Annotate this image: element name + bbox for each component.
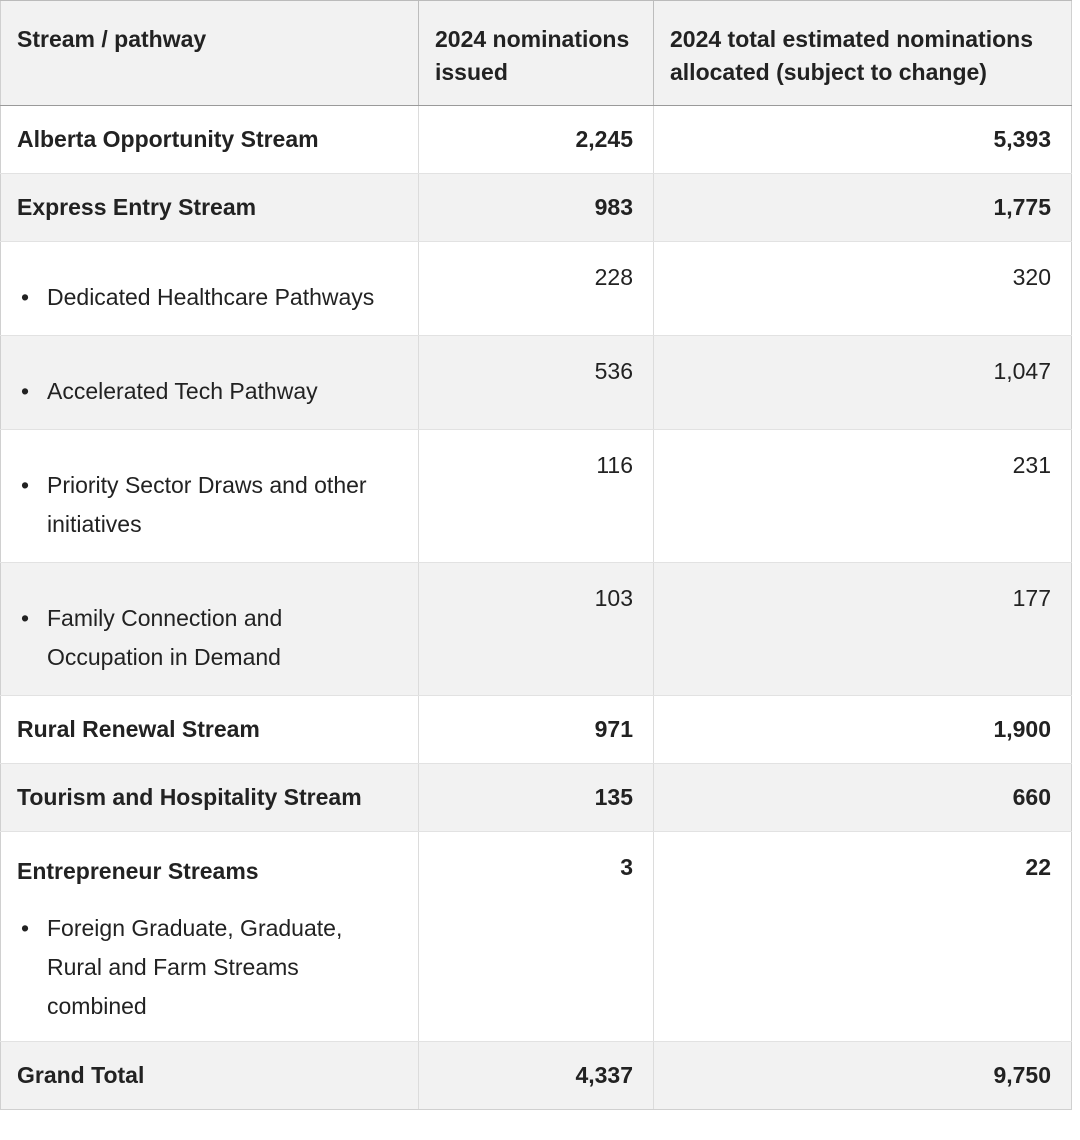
row-allocated: 320 [654, 242, 1072, 336]
row-allocated: 1,900 [654, 696, 1072, 764]
bullet-item [17, 466, 398, 544]
row-label: Tourism and Hospitality Stream [1, 764, 419, 832]
row-label: Accelerated Tech Pathway [47, 378, 318, 404]
row-label: Grand Total [1, 1042, 419, 1110]
row-allocated: 660 [654, 764, 1072, 832]
table-row-total [1, 1042, 1072, 1110]
table-row [1, 430, 1072, 563]
row-label-cell [1, 563, 419, 696]
row-issued: 228 [419, 242, 654, 336]
row-label: Family Connection and Occupation in Demand [47, 605, 283, 670]
table-row [1, 242, 1072, 336]
bullet-item [17, 909, 398, 1026]
table-row [1, 832, 1072, 1042]
table-row [1, 106, 1072, 174]
row-label-cell [1, 430, 419, 563]
row-issued: 971 [419, 696, 654, 764]
row-allocated: 22 [654, 832, 1072, 1042]
row-issued: 2,245 [419, 106, 654, 174]
row-allocated: 9,750 [654, 1042, 1072, 1110]
bullet-icon: • [21, 605, 30, 631]
table-header [1, 1, 1072, 106]
row-allocated: 1,775 [654, 174, 1072, 242]
row-allocated: 5,393 [654, 106, 1072, 174]
bullet-icon: • [21, 284, 30, 310]
table-row [1, 336, 1072, 430]
row-allocated: 1,047 [654, 336, 1072, 430]
table-row [1, 563, 1072, 696]
table-row [1, 764, 1072, 832]
bullet-item [17, 599, 398, 677]
row-issued: 3 [419, 832, 654, 1042]
row-label: Alberta Opportunity Stream [1, 106, 419, 174]
row-label: Priority Sector Draws and other initiatives [47, 472, 367, 537]
row-label: Entrepreneur Streams [17, 858, 259, 884]
bullet-item [17, 372, 398, 411]
row-label: Rural Renewal Stream [1, 696, 419, 764]
bullet-icon: • [21, 378, 30, 404]
header-stream-pathway: Stream / pathway [1, 1, 419, 106]
row-issued: 983 [419, 174, 654, 242]
row-issued: 4,337 [419, 1042, 654, 1110]
bullet-item [17, 278, 398, 317]
row-issued: 536 [419, 336, 654, 430]
bullet-icon: • [21, 915, 30, 941]
table-row [1, 696, 1072, 764]
header-nominations-allocated: 2024 total estimated nominations allocated (subject to change) [654, 1, 1072, 106]
row-allocated: 231 [654, 430, 1072, 563]
row-label-cell [1, 242, 419, 336]
row-label-cell [1, 336, 419, 430]
bullet-icon: • [21, 472, 30, 498]
row-issued: 116 [419, 430, 654, 563]
row-issued: 135 [419, 764, 654, 832]
row-allocated: 177 [654, 563, 1072, 696]
row-label: Express Entry Stream [1, 174, 419, 242]
table-body [1, 106, 1072, 1110]
table-row [1, 174, 1072, 242]
row-label: Dedicated Healthcare Pathways [47, 284, 375, 310]
header-row [1, 1, 1072, 106]
row-sublabel: Foreign Graduate, Graduate, Rural and Farm Streams combined [47, 915, 343, 1019]
row-issued: 103 [419, 563, 654, 696]
row-label-cell [1, 832, 419, 1042]
header-nominations-issued: 2024 nominations issued [419, 1, 654, 106]
